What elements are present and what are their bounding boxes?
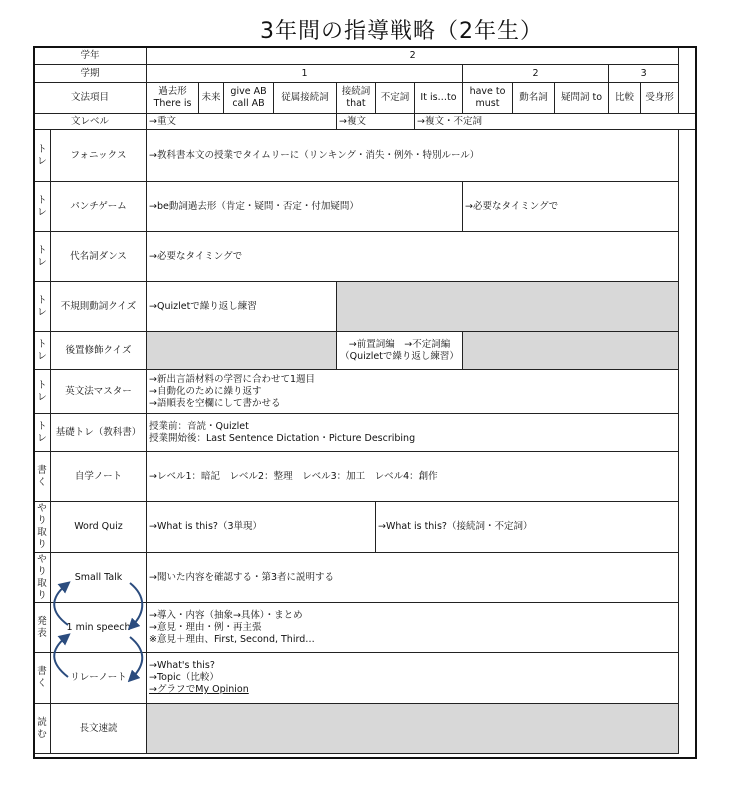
activity-content: →導入・内容（抽象→具体）・まとめ →意見・理由・例・再主張 ※意見＋理由、First, Second, Third… <box>147 603 679 653</box>
grammar-item: give AB call AB <box>224 83 274 114</box>
grade-row <box>34 47 697 65</box>
activity-row <box>34 282 697 332</box>
shaded-cell <box>463 332 679 370</box>
category-cell: 書 く <box>34 452 51 502</box>
activity-row <box>34 704 697 754</box>
activity-content: →be動詞過去形（肯定・疑問・否定・付加疑問） <box>147 182 463 232</box>
grammar-item: have to must <box>463 83 513 114</box>
activity-content: →What is this?（3単現） <box>147 502 376 553</box>
activity-name: 不規則動詞クイズ <box>51 282 147 332</box>
activity-name: 1 min speech <box>51 603 147 653</box>
term-3: 3 <box>609 65 679 83</box>
grammar-item: 過去形 There is <box>147 83 199 114</box>
page-title: 3年間の指導戦略（2年生） <box>260 19 543 44</box>
activity-name: 自学ノート <box>51 452 147 502</box>
activity-name: 後置修飾クイズ <box>51 332 147 370</box>
term-1: 1 <box>147 65 463 83</box>
category-cell: 読 む <box>34 704 51 754</box>
grammar-item: 未来 <box>199 83 224 114</box>
activity-content: →聞いた内容を確認する・第3者に説明する <box>147 553 679 603</box>
activity-content: →Quizletで繰り返し練習 <box>147 282 337 332</box>
grammar-item: 不定詞 <box>376 83 415 114</box>
grammar-item: 従属接続詞 <box>274 83 337 114</box>
activity-name: 英文法マスター <box>51 370 147 414</box>
activity-row <box>34 232 697 282</box>
activity-row <box>34 182 697 232</box>
category-cell: ト レ <box>34 414 51 452</box>
strategy-table <box>33 46 697 754</box>
grade-label: 学年 <box>34 47 147 65</box>
category-cell: 発 表 <box>34 603 51 653</box>
activity-row <box>34 502 697 553</box>
category-cell: ト レ <box>34 332 51 370</box>
sentence-level: →重文 <box>147 114 337 130</box>
category-cell: ト レ <box>34 130 51 182</box>
term-2: 2 <box>463 65 609 83</box>
activity-row <box>34 414 697 452</box>
activity-name: Small Talk <box>51 553 147 603</box>
category-cell: や り 取 り <box>34 502 51 553</box>
activity-content: →必要なタイミングで <box>463 182 679 232</box>
activity-row <box>34 370 697 414</box>
grammar-item: 疑問詞 to <box>555 83 609 114</box>
activity-content: →What's this? →Topic（比較） →グラフでMy Opinion <box>147 653 679 704</box>
activity-content: →教科書本文の授業でタイムリーに（リンキング・消失・例外・特別ルール） <box>147 130 679 182</box>
grammar-item: 受身形 <box>641 83 679 114</box>
category-cell: ト レ <box>34 282 51 332</box>
activity-name: Word Quiz <box>51 502 147 553</box>
grammar-item: It is…to <box>415 83 463 114</box>
activity-content: →必要なタイミングで <box>147 232 679 282</box>
shaded-cell <box>147 704 679 754</box>
activity-row <box>34 653 697 704</box>
activity-row <box>34 452 697 502</box>
category-cell: ト レ <box>34 232 51 282</box>
category-cell: 書 く <box>34 653 51 704</box>
grade-value: 2 <box>147 47 679 65</box>
shaded-cell <box>337 282 679 332</box>
grammar-item: 接続詞 that <box>337 83 376 114</box>
sentence-level: →複文 <box>337 114 415 130</box>
activity-name: 基礎トレ（教科書） <box>51 414 147 452</box>
activity-name: 長文速読 <box>51 704 147 754</box>
activity-name: パンチゲーム <box>51 182 147 232</box>
activity-name: 代名詞ダンス <box>51 232 147 282</box>
activity-row <box>34 603 697 653</box>
activity-content: →What is this?（接続詞・不定詞） <box>376 502 679 553</box>
activity-content: →レベル1：暗記 レベル2：整理 レベル3：加工 レベル4：創作 <box>147 452 679 502</box>
term-label: 学期 <box>34 65 147 83</box>
grammar-row <box>34 83 697 114</box>
grammar-item: 比較 <box>609 83 641 114</box>
activity-row <box>34 130 697 182</box>
activity-row <box>34 332 697 370</box>
grammar-label: 文法項目 <box>34 83 147 114</box>
activity-content: 授業前：音読・Quizlet 授業開始後：Last Sentence Dictation・Picture Describing <box>147 414 679 452</box>
category-cell: や り 取 り <box>34 553 51 603</box>
activity-name: フォニックス <box>51 130 147 182</box>
term-row <box>34 65 697 83</box>
activity-name: リレーノート <box>51 653 147 704</box>
activity-content: →前置詞編 →不定詞編 （Quizletで繰り返し練習） <box>337 332 463 370</box>
sentence-level-label: 文レベル <box>34 114 147 130</box>
shaded-cell <box>147 332 337 370</box>
sentence-level: →複文・不定詞 <box>415 114 697 130</box>
activity-content: →新出言語材料の学習に合わせて1週目 →自動化のために繰り返す →語順表を空欄にして書かせる <box>147 370 679 414</box>
activity-row <box>34 553 697 603</box>
category-cell: ト レ <box>34 182 51 232</box>
grammar-item: 動名詞 <box>513 83 555 114</box>
category-cell: ト レ <box>34 370 51 414</box>
sentence-level-row <box>34 114 697 130</box>
